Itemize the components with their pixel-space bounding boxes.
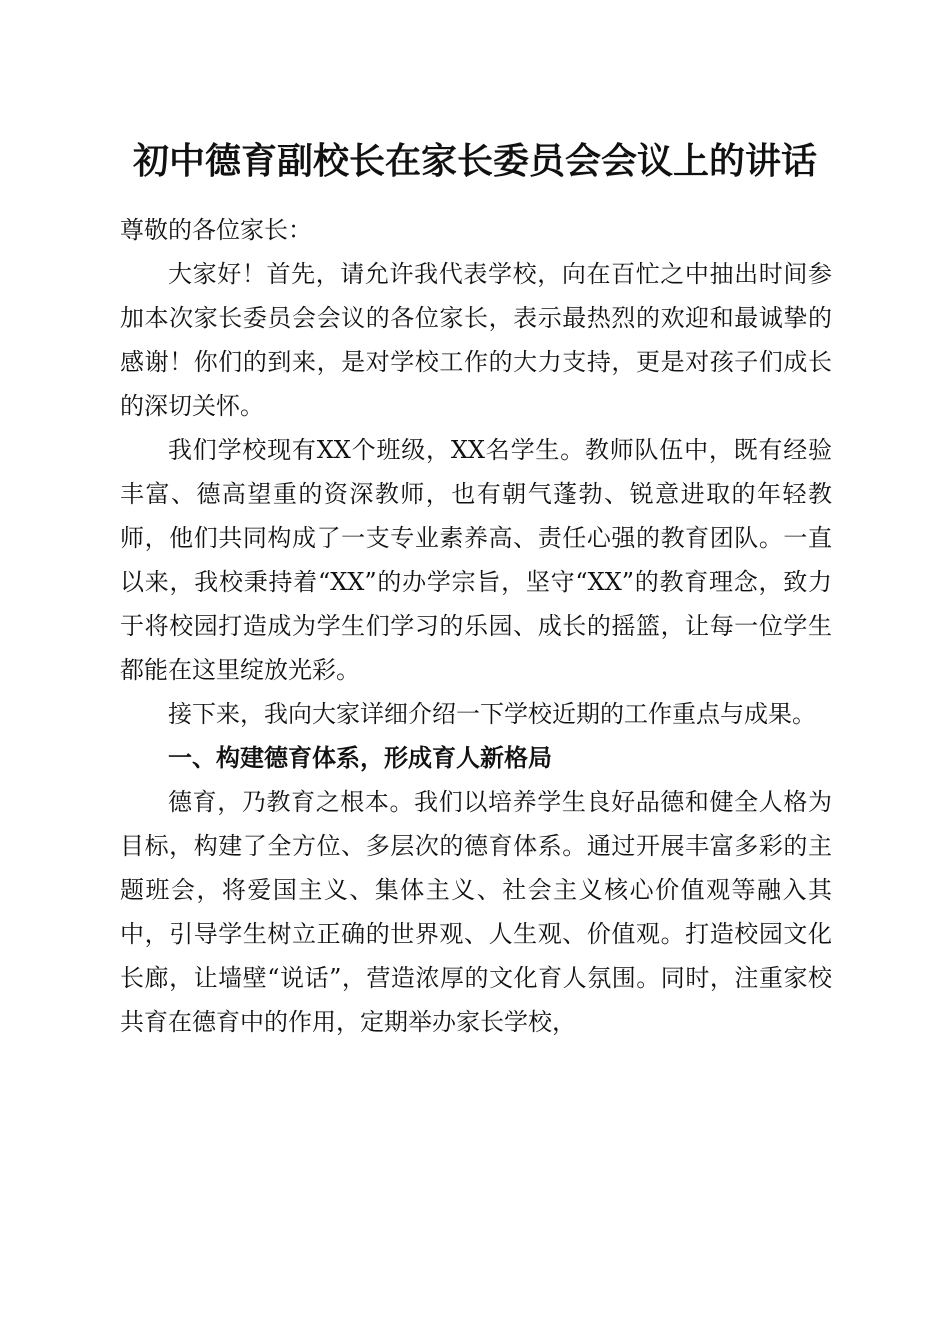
- document-body: [120, 208, 832, 1044]
- section-heading-1: 一、构建德育体系，形成育人新格局: [168, 744, 552, 772]
- paragraph-school-intro: 我们学校现有XX个班级，XX名学生。教师队伍中，既有经验丰富、德高望重的资深教师，也有朝气蓬勃、锐意进取的年轻教师，他们共同构成了一支专业素养高、责任心强的教育团队。一直以来，我校秉持着“XX”的办学宗旨，坚守“XX”的教育理念，致力于将校园打造成为学生们学习的乐园、成长的摇篮，让每一位学生都能在这里绽放光彩。: [120, 436, 832, 684]
- paragraph-greeting: 大家好！首先，请允许我代表学校，向在百忙之中抽出时间参加本次家长委员会会议的各位家长，表示最热烈的欢迎和最诚挚的感谢！你们的到来，是对学校工作的大力支持，更是对孩子们成长的深切关怀。: [120, 260, 832, 420]
- paragraph-transition: 接下来，我向大家详细介绍一下学校近期的工作重点与成果。: [168, 700, 816, 728]
- salutation: 尊敬的各位家长：: [120, 216, 312, 244]
- document-title: 初中德育副校长在家长委员会会议上的讲话: [132, 140, 817, 182]
- paragraph-moral-education: 德育，乃教育之根本。我们以培养学生良好品德和健全人格为目标，构建了全方位、多层次的德育体系。通过开展丰富多彩的主题班会，将爱国主义、集体主义、社会主义核心价值观等融入其中，引导学生树立正确的世界观、人生观、价值观。打造校园文化长廊，让墙壁“说话”，营造浓厚的文化育人氛围。同时，注重家校共育在德育中的作用，定期举办家长学校，: [120, 788, 832, 1036]
